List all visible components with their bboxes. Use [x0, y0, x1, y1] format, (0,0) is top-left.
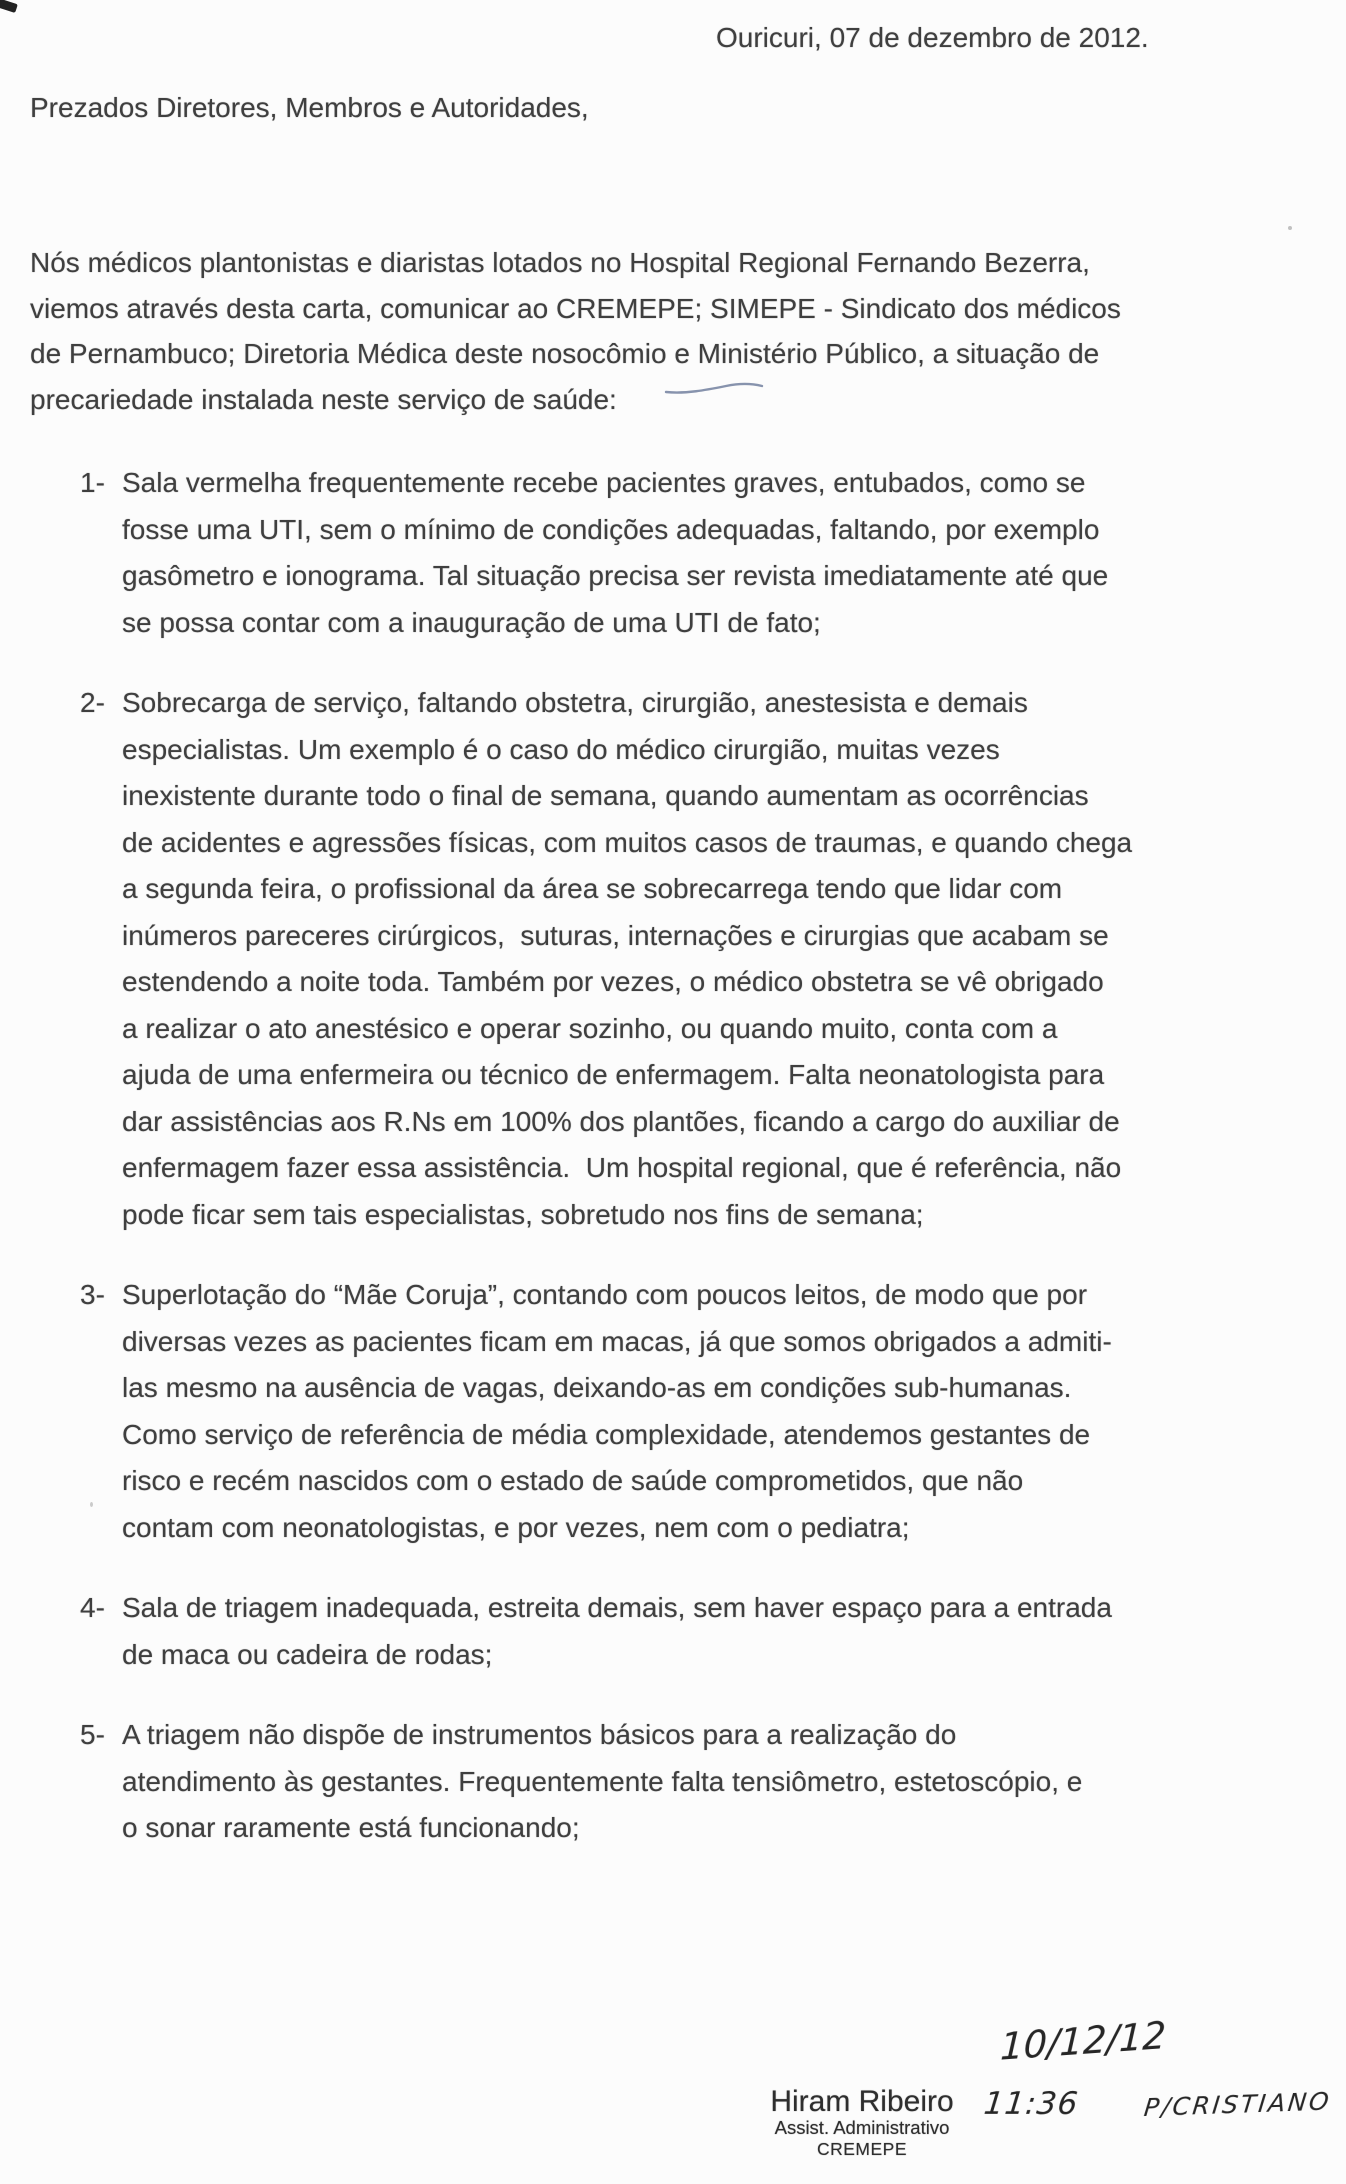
- text-line: risco e recém nascidos com o estado de saúde comprometidos, que não: [122, 1465, 1024, 1496]
- scan-artifact: [0, 0, 18, 13]
- item-text: [122, 680, 1132, 1238]
- text-line: inexistente durante todo o final de semana, quando aumentam as ocorrências: [122, 780, 1089, 811]
- text-line: especialistas. Um exemplo é o caso do médico cirurgião, muitas vezes: [122, 733, 1000, 765]
- item-number: 3-: [80, 1279, 105, 1310]
- item-number: 1-: [80, 467, 105, 498]
- text-line: pode ficar sem tais especialistas, sobretudo nos fins de semana;: [122, 1198, 924, 1230]
- list-item-1: [80, 460, 1132, 646]
- stamp-org: CREMEPE: [816, 2139, 908, 2159]
- item-text: [122, 1585, 1112, 1678]
- text-line: fosse uma UTI, sem o mínimo de condições adequadas, faltando, por exemplo: [122, 513, 1100, 545]
- salutation: Prezados Diretores, Membros e Autoridades,: [30, 92, 589, 123]
- scan-artifact: [1288, 226, 1292, 230]
- text-line: de Pernambuco; Diretoria Médica deste nosocômio e Ministério Público, a situação de: [30, 338, 1100, 369]
- text-line: de maca ou cadeira de rodas;: [122, 1638, 493, 1670]
- item-text: [122, 1272, 1112, 1551]
- text-line: enfermagem fazer essa assistência. Um hospital regional, que é referência, não: [122, 1152, 1122, 1183]
- text-line: o sonar raramente está funcionando;: [122, 1812, 580, 1843]
- item-text: [122, 460, 1108, 646]
- text-line: A triagem não dispõe de instrumentos básicos para a realização do: [122, 1719, 957, 1750]
- text-line: Como serviço de referência de média complexidade, atendemos gestantes de: [122, 1418, 1091, 1450]
- text-line: diversas vezes as pacientes ficam em macas, já que somos obrigados a admiti-: [122, 1325, 1112, 1357]
- text-line: dar assistências aos R.Ns em 100% dos plantões, ficando a cargo do auxiliar de: [122, 1105, 1120, 1137]
- item-number: 5-: [80, 1719, 105, 1750]
- text-line: a segunda feira, o profissional da área se sobrecarrega tendo que lidar com: [122, 873, 1063, 904]
- numbered-list: [80, 460, 1132, 1886]
- text-line: las mesmo na ausência de vagas, deixando-as em condições sub-humanas.: [122, 1372, 1072, 1403]
- text-line: gasômetro e ionograma. Tal situação precisa ser revista imediatamente até que: [122, 560, 1109, 591]
- stamp: [756, 2086, 968, 2160]
- item-text: [122, 1712, 1082, 1852]
- list-item-2: [80, 680, 1132, 1238]
- text-line: viemos através desta carta, comunicar ao CREMEPE; SIMEPE - Sindicato dos médicos: [30, 292, 1121, 324]
- text-line: de acidentes e agressões físicas, com muitos casos de traumas, e quando chega: [122, 826, 1133, 858]
- handwritten-note: P/CRISTIANO: [1142, 2086, 1333, 2123]
- text-line: inúmeros pareceres cirúrgicos, suturas, internações e cirurgias que acabam se: [122, 919, 1109, 951]
- text-line: Superlotação do “Mãe Coruja”, contando com poucos leitos, de modo que por: [122, 1279, 1088, 1310]
- text-line: se possa contar com a inauguração de uma UTI de fato;: [122, 606, 821, 638]
- text-line: contam com neonatologistas, e por vezes, nem com o pediatra;: [122, 1511, 910, 1543]
- pen-squiggle-mark: [664, 380, 766, 398]
- text-line: ajuda de uma enfermeira ou técnico de enfermagem. Falta neonatologista para: [122, 1059, 1105, 1090]
- dateline: Ouricuri, 07 de dezembro de 2012.: [716, 22, 1149, 53]
- list-item-3: [80, 1272, 1132, 1551]
- text-line: estendendo a noite toda. Também por vezes, o médico obstetra se vê obrigado: [122, 966, 1104, 997]
- text-line: Sala vermelha frequentemente recebe pacientes graves, entubados, como se: [122, 467, 1086, 498]
- intro-paragraph: [30, 240, 1121, 422]
- text-line: Sobrecarga de serviço, faltando obstetra, cirurgião, anestesista e demais: [122, 687, 1028, 718]
- item-number: 2-: [80, 687, 105, 718]
- text-line: a realizar o ato anestésico e operar sozinho, ou quando muito, conta com a: [122, 1012, 1058, 1044]
- text-line: atendimento às gestantes. Frequentemente falta tensiômetro, estetoscópio, e: [122, 1765, 1083, 1797]
- text-line: Sala de triagem inadequada, estreita demais, sem haver espaço para a entrada: [122, 1592, 1112, 1623]
- text-line: precariedade instalada neste serviço de saúde:: [30, 383, 617, 415]
- list-item-5: [80, 1712, 1132, 1852]
- list-item-4: [80, 1585, 1132, 1678]
- handwritten-time: 11:36: [982, 2086, 1081, 2122]
- text-line: Nós médicos plantonistas e diaristas lotados no Hospital Regional Fernando Bezerra,: [30, 247, 1090, 278]
- stamp-role: Assist. Administrativo: [774, 2117, 950, 2138]
- stamp-name: Hiram Ribeiro: [770, 2085, 954, 2118]
- item-number: 4-: [80, 1592, 105, 1623]
- handwritten-date: 10/12/12: [999, 2014, 1167, 2069]
